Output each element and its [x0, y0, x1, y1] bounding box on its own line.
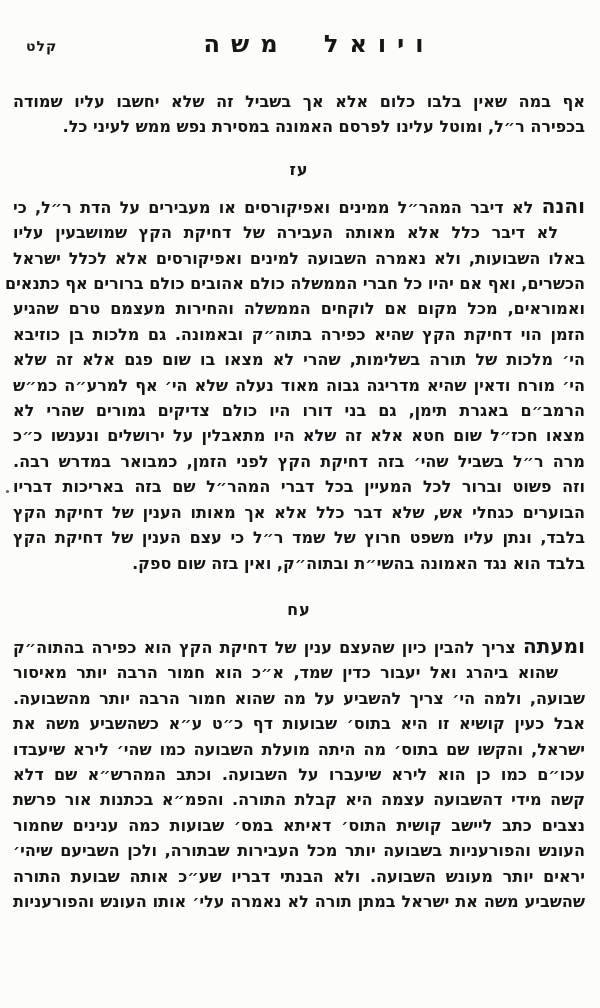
- text-line: ואמוראים, מכל מקום אם לוקחים הממשלה והחירות מעצמם טרם שהגיע: [13, 299, 585, 319]
- text-line: הזמן הוי דחיקת הקץ שהיא כפירה בתוה״ק ובאמונה. גם מלכות בן כוזיבא: [13, 324, 585, 344]
- text-line: בלבד הוא נגד האמונה בהשי״ת ובתוה״ק, ואין בזה שום ספק.: [132, 553, 585, 573]
- section-77-lead-word: והנה: [541, 193, 585, 218]
- section-78: [13, 600, 585, 914]
- section-77-paragraph: [4, 193, 585, 576]
- section-77-first-line: [13, 194, 585, 220]
- page-number: קלט: [26, 39, 58, 55]
- text-line: יראים יותר מעונש השבועה. ולא הבנתי דבריו שע״כ אותה שבועת התורה: [13, 866, 585, 886]
- text-line: בלבד, ונתן עליו משפט חרוץ של שמד ר״ל כי עצם הענין של דחיקת הקץ: [13, 528, 585, 548]
- section-77-number: עז: [289, 159, 309, 179]
- section-77-first-line-text: לא דיבר המהר״ל ממינים ואפיקורסים או מעבירים על הדת ר״ל, כי: [13, 197, 534, 217]
- book-page: [0, 30, 600, 1008]
- text-line: נצבים כתב ליישב קושית התוס׳ דאיתא במס׳ שבועות כמה ענינים שחמור: [13, 815, 585, 835]
- text-line: אף במה שאין בלבו כלום אלא אך בשביל זה שלא יחשבו עליו שמודה: [13, 92, 585, 111]
- text-line: שהשביע משה את ישראל במתן תורה לא נאמרה עלי׳ אותו העונש והפורעניות: [13, 891, 585, 911]
- text-line: מרה ר״ל בשביל שהי׳ בזה דחיקת הקץ לפני הזמן, כמבואר במדרש רבה.: [13, 451, 585, 471]
- text-line: שהוא ביהרג ואל יעבור כדין שמד, א״כ הוא חמור הרבה יותר מאיסור: [13, 663, 558, 683]
- text-line: הי׳ מלכות של תורה בשלימות, שהרי לא מצאו בו שום פגם אלא זה שלא: [13, 350, 585, 370]
- text-line: הבוערים כגחלי אש, שלא דבר כלל אלא אך מאותו הענין של דחיקת הקץ: [13, 502, 585, 522]
- text-line: שבועה, ולמה הי׳ צריך להשביע על מה שהוא חמור הרבה יותר מהשבועה.: [13, 688, 585, 708]
- text-line: לא דיבר כלל אלא מאותה העבירה של דחיקת הקץ שמושבעין עליו: [13, 223, 558, 243]
- text-line: העונש והפורעניות בשבועה יותר מכל העבירות שבתורה, ולכן השביעם שיהי׳: [13, 841, 585, 861]
- text-line: הרמב״ם באגרת תימן, גם בני דורו היו כולם צדיקים גמורים שהרי לא: [13, 401, 585, 421]
- section-78-paragraph: [13, 634, 585, 914]
- text-line: ישראל, והקשו שם בתוס׳ מה היתה מועלת השבועה כמו שהי׳ לירא שיעבדו: [13, 739, 585, 759]
- section-78-number: עח: [287, 599, 311, 619]
- text-line: באלו השבועות, ולא נאמרה השבועה למינים ואפיקורסים אלא לכלל ישראל: [13, 248, 585, 268]
- text-line: אבל כעין קושיא זו היא בתוס׳ שבועות דף כ״ט ע״א כשהשביע משה את: [13, 714, 585, 734]
- text-line: הי׳ מורח ודאין שהיא מדריגה גבוה מאוד נעלה שלא הי׳ אף למרע״ה כמ״ש: [13, 375, 585, 395]
- scan-artifact-dot: [6, 490, 9, 493]
- section-78-lines: [13, 660, 585, 914]
- section-77: [4, 159, 585, 576]
- text-line: וזה פשוט וברור לכל המעיין בכל דברי המהר״ל שם בזה באריכות דבריו: [13, 477, 585, 497]
- page-header: [13, 30, 585, 62]
- text-line: עכו״ם כמו כן הוא לירא שיעברו על השבועה. וכתב המהרש״א שם דלא: [13, 764, 585, 784]
- book-title: ויואל משה: [203, 30, 435, 58]
- intro-lines: [13, 89, 585, 140]
- text-line: מצאו חכז״ל שום חטא אלא זה שלא היו מתאבלין על ירושלים ונענשו כ״כ: [13, 426, 585, 446]
- section-78-first-line-text: צריך להבין כיון שהעצם ענין של דחיקת הקץ הוא כפירה בהתוה״ק: [13, 637, 516, 657]
- section-78-lead-word: ומעתה: [522, 633, 585, 658]
- text-line: בכפירה ר״ל, ומוטל עלינו לפרסם האמונה במסירת נפש ממש לעיני כל.: [62, 117, 585, 137]
- text-line: הכשרים, ואף אם יהיו כל חברי הממשלה כולם אהובים כולם ברורים אף כתנאים: [4, 274, 585, 294]
- section-78-first-line: [13, 634, 585, 660]
- text-line: קשה מידי דהשבועה עצמה היא קבלת התורה. והפמ״א בכתנות אור פרשת: [13, 790, 585, 810]
- section-77-lines: [4, 220, 585, 576]
- intro-paragraph: [13, 89, 585, 140]
